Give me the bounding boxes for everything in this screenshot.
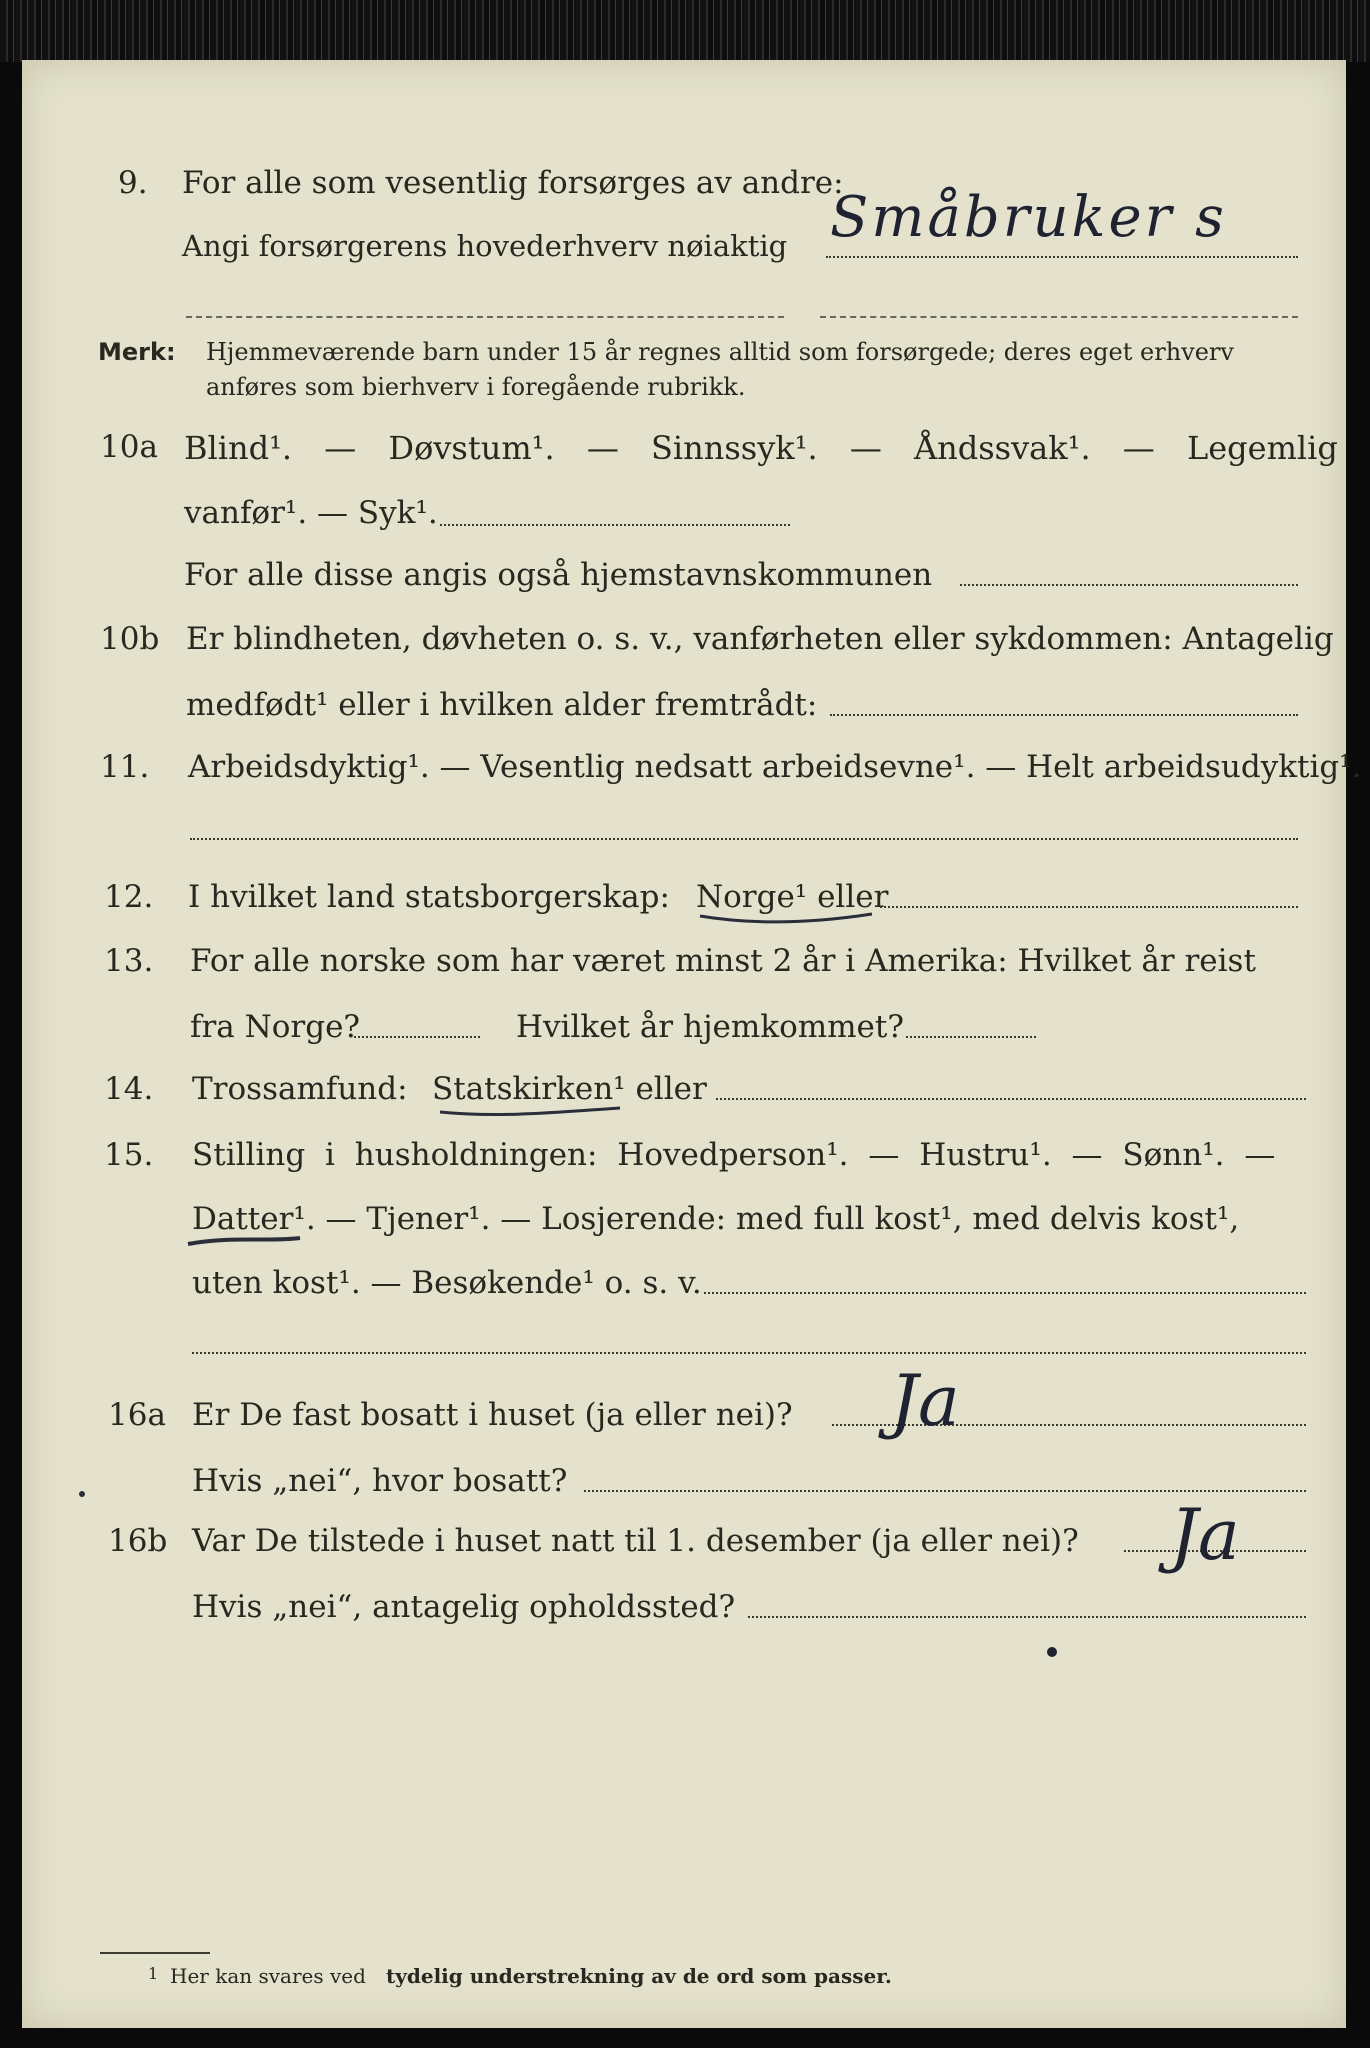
- q9-number: 9.: [118, 165, 148, 201]
- q14-option-statskirken: Statskirken¹ eller: [432, 1071, 707, 1107]
- q16a-handwritten-answer: Ja: [890, 1360, 960, 1442]
- q15-line1: Stilling i husholdningen: Hovedperson¹. — Hustru¹. — Sønn¹. —: [192, 1137, 1276, 1173]
- q10b-line1: Er blindheten, døvheten o. s. v., vanførheten eller sykdommen: Antagelig: [186, 621, 1334, 657]
- q16b-line1: Var De tilstede i huset natt til 1. desember (ja eller nei)?: [192, 1523, 1079, 1559]
- q10a-line2: vanfør¹. — Syk¹.: [184, 495, 438, 531]
- q13-line2a: fra Norge?: [190, 1009, 361, 1045]
- q13-line2b: Hvilket år hjemkommet?: [516, 1009, 904, 1045]
- q12-number: 12.: [104, 879, 154, 915]
- q10a-line1: Blind¹. — Døvstum¹. — Sinnssyk¹. — Åndssvak¹. — Legemlig: [184, 429, 1338, 467]
- q14-line1: Trossamfund:: [192, 1071, 408, 1107]
- merk-line1: Hjemmeværende barn under 15 år regnes alltid som forsørgede; deres eget erhverv: [206, 338, 1234, 366]
- statskirken-underline-mark: [440, 1108, 620, 1115]
- q9-handwritten-answer: Småbruker s: [830, 185, 1227, 250]
- q12-line1: I hvilket land statsborgerskap:: [188, 879, 670, 915]
- merk-label: Merk:: [98, 338, 176, 366]
- footnote-text-a: Her kan svares ved: [170, 1964, 366, 1988]
- q15-line2: Datter¹. — Tjener¹. — Losjerende: med full kost¹, med delvis kost¹,: [192, 1201, 1240, 1237]
- q16a-line2: Hvis „nei“, hvor bosatt?: [192, 1463, 568, 1499]
- q12-option-norge: Norge¹ eller: [696, 879, 889, 915]
- norge-underline-mark: [700, 914, 872, 922]
- q10b-line2: medfødt¹ eller i hvilken alder fremtrådt:: [186, 687, 818, 723]
- ink-blot: [1047, 1647, 1057, 1657]
- footnote-text-b: tydelig understrekning av de ord som passer.: [386, 1964, 892, 1988]
- merk-line2: anføres som bierhverv i foregående rubrikk.: [206, 373, 746, 401]
- q16b-line2: Hvis „nei“, antagelig opholdssted?: [192, 1589, 736, 1625]
- q14-number: 14.: [104, 1071, 154, 1107]
- q16b-handwritten-answer: Ja: [1170, 1494, 1240, 1576]
- q16a-line1: Er De fast bosatt i huset (ja eller nei)?: [192, 1397, 793, 1433]
- footnote-mark: 1: [148, 1964, 159, 1983]
- q9-line1: For alle som vesentlig forsørges av andre:: [182, 165, 844, 201]
- q15-line3: uten kost¹. — Besøkende¹ o. s. v.: [192, 1265, 702, 1301]
- q11-number: 11.: [100, 749, 150, 785]
- ink-spot: [79, 1491, 85, 1497]
- datter-underline-mark: [188, 1238, 300, 1244]
- q16a-number: 16a: [108, 1397, 166, 1433]
- q11-line1: Arbeidsdyktig¹. — Vesentlig nedsatt arbeidsevne¹. — Helt arbeidsudyktig¹.: [188, 749, 1362, 785]
- q15-number: 15.: [104, 1137, 154, 1173]
- q10b-number: 10b: [100, 621, 160, 657]
- q13-line1: For alle norske som har været minst 2 år i Amerika: Hvilket år reist: [190, 943, 1256, 979]
- q10a-number: 10a: [100, 429, 158, 465]
- q9-line2: Angi forsørgerens hovederhverv nøiaktig: [182, 229, 788, 263]
- q10a-line3: For alle disse angis også hjemstavnskommunen: [184, 557, 933, 593]
- q16b-number: 16b: [108, 1523, 168, 1559]
- q13-number: 13.: [104, 943, 154, 979]
